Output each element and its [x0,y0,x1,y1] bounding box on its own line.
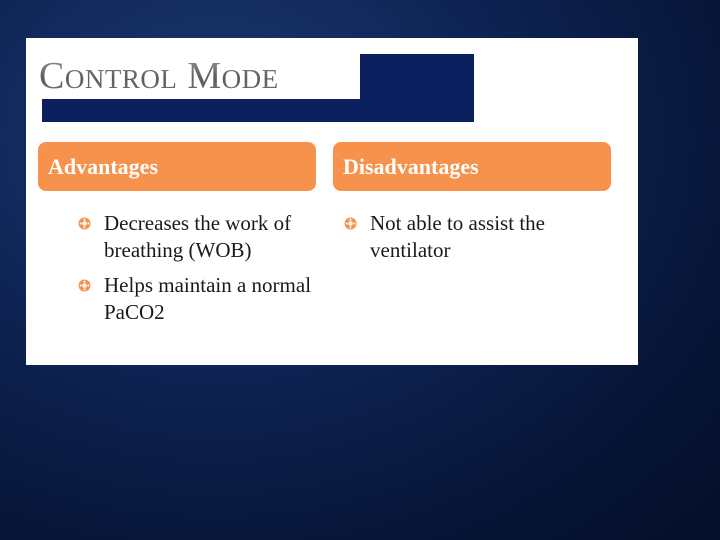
disadvantages-list [340,210,620,272]
slide-title: Control Mode [36,54,279,99]
advantages-list [74,210,314,334]
bullet-text: Not able to assist the ventilator [370,211,545,262]
list-item [74,210,314,264]
bullet-icon [344,217,357,230]
disadvantages-header: Disadvantages [333,142,611,191]
bullet-text: Helps maintain a normal PaCO2 [104,273,312,324]
slide-panel [26,38,638,365]
bullet-icon [78,279,91,292]
bullet-icon [78,217,91,230]
title-box [36,54,360,99]
list-item [340,210,620,264]
advantages-header: Advantages [38,142,316,191]
list-item [74,272,314,326]
bullet-text: Decreases the work of breathing (WOB) [104,211,292,262]
